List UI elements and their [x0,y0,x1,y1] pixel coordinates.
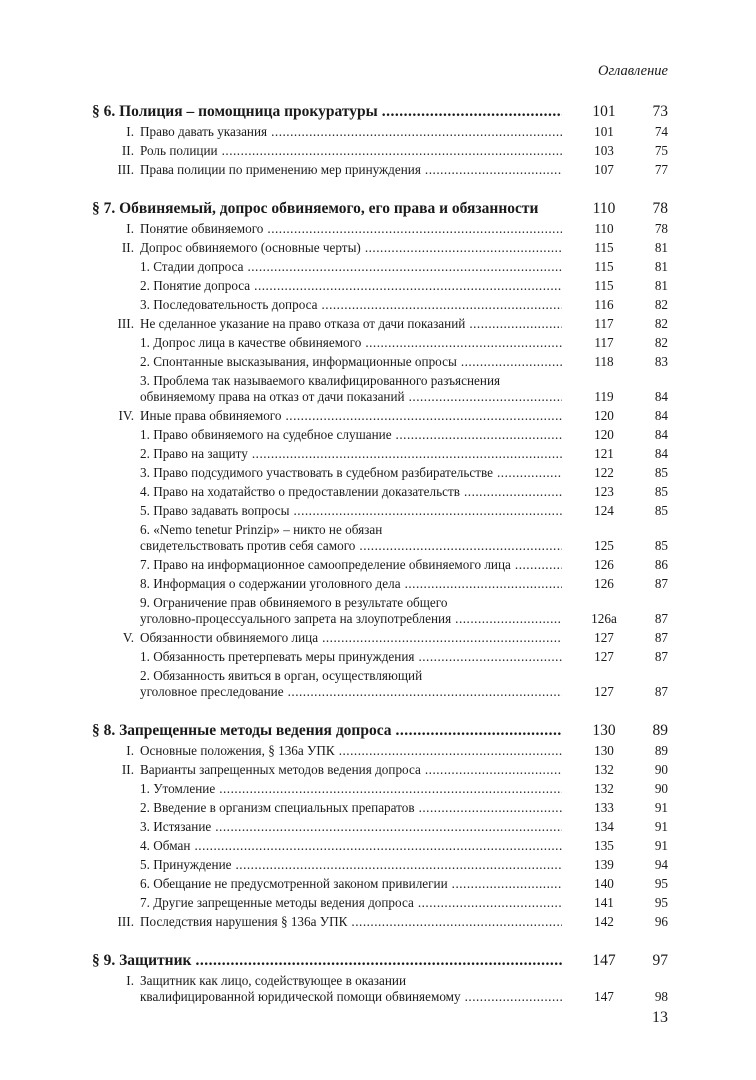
entry-title [92,914,562,930]
entry-number: IV. [118,408,134,423]
page-ref-original: 120 [594,408,614,423]
page-ref-translation: 85 [654,484,668,499]
entry-title [92,278,562,294]
entry-title-line: § 7. Обвиняемый, допрос обвиняемого, его права и обязанности [92,200,539,217]
page-ref-translation: 83 [654,354,668,369]
entry-title-line: свидетельствовать против себя самого ..... [140,538,562,554]
entry-number: V. [122,630,134,645]
entry-title [92,297,562,313]
toc-entry[interactable] [92,278,668,294]
entry-number: II. [121,762,134,777]
entry-title-line: 2. Спонтанные высказывания, информационные опросы ..... [140,354,562,370]
entry-title [92,630,562,646]
page-ref-original: 103 [594,143,614,158]
page-ref-translation: 85 [654,538,668,553]
dot-leader [293,503,562,519]
page-ref-translation: 84 [654,446,668,461]
entry-title [92,373,562,405]
dot-leader [359,538,562,554]
page-ref-original: 115 [594,278,614,293]
page-ref-original: 117 [594,316,614,331]
toc-entry[interactable] [92,316,668,332]
page-ref-original: 133 [594,800,614,815]
page-ref-original: 141 [594,895,614,910]
toc-entry[interactable] [92,649,668,665]
dot-leader [351,914,562,930]
page-ref-original: 127 [594,630,614,645]
entry-title-line: Последствия нарушения § 136а УПК ..... [140,914,562,930]
entry-title-line: 4. Право на ходатайство о предоставлении доказательств ..... [140,484,562,500]
page-ref-translation: 98 [654,989,668,1004]
entry-title-line: 2. Обязанность явиться в орган, осуществляющий [140,668,423,683]
toc-entry[interactable] [92,503,668,519]
entry-title [92,951,562,971]
dot-leader [455,611,562,627]
dot-leader [461,354,562,370]
page-ref-original: 135 [594,838,614,853]
entry-title-line: 7. Другие запрещенные методы ведения допроса ..... [140,895,562,911]
dot-leader [247,259,562,275]
toc-entry[interactable] [92,743,668,759]
entry-title-line: Понятие обвиняемого ..... [140,221,562,237]
entry-title [92,221,562,237]
toc-entry[interactable] [92,408,668,424]
running-head: Оглавление [598,63,668,79]
page-ref-translation: 90 [654,781,668,796]
dot-leader [322,630,562,646]
dot-leader [215,819,562,835]
toc-section-entry[interactable] [92,721,668,741]
entry-title [92,857,562,873]
page-ref-original: 132 [594,781,614,796]
entry-title [92,522,562,554]
entry-title [92,408,562,424]
page-ref-translation: 78 [652,200,668,217]
page-ref-translation: 94 [654,857,668,872]
page-ref-translation: 82 [654,297,668,312]
entry-title [92,124,562,140]
dot-leader [321,297,562,313]
dot-leader [382,102,562,122]
toc-entry[interactable] [92,895,668,911]
section-gap [92,933,668,951]
entry-title-line: Обязанности обвиняемого лица ..... [140,630,562,646]
toc-entry[interactable] [92,124,668,140]
entry-title [92,838,562,854]
page-ref-translation: 91 [654,838,668,853]
dot-leader [195,951,562,971]
page-ref-translation: 84 [654,389,668,404]
entry-title-line: Права полиции по применению мер принуждения ..... [140,162,562,178]
dot-leader [452,876,562,892]
entry-title [92,895,562,911]
page-ref-original: 118 [594,354,614,369]
dot-leader [267,221,562,237]
entry-title [92,762,562,778]
page-ref-original: 126а [591,611,617,626]
dot-leader [396,721,562,741]
toc-entry[interactable] [92,221,668,237]
entry-title [92,240,562,256]
toc-entry[interactable] [92,557,668,573]
dot-leader [515,557,562,573]
toc-entry[interactable] [92,484,668,500]
dot-leader [252,446,562,462]
entry-title-line: Иные права обвиняемого ..... [140,408,562,424]
toc-entry[interactable] [92,259,668,275]
dot-leader [418,895,562,911]
toc-entry[interactable] [92,838,668,854]
dot-leader [339,743,562,759]
page-ref-translation: 75 [654,143,668,158]
toc-entry[interactable] [92,800,668,816]
entry-number: I. [126,221,134,236]
dot-leader [271,124,562,140]
page-ref-original: 115 [594,240,614,255]
page-ref-translation: 97 [652,952,668,969]
dot-leader [497,465,562,481]
page-ref-original: 107 [594,162,614,177]
toc-entry[interactable] [92,973,668,1005]
entry-title-line: 3. Проблема так называемого квалифицированного разъяснения [140,373,501,388]
page-ref-translation: 87 [654,611,668,626]
entry-title [92,354,562,370]
toc-entry[interactable] [92,522,668,554]
dot-leader [396,427,562,443]
page-ref-translation: 84 [654,408,668,423]
dot-leader [365,240,562,256]
entry-number: I. [126,973,134,988]
toc-entry[interactable] [92,354,668,370]
page-ref-original: 127 [594,684,614,699]
page-ref-translation: 77 [654,162,668,177]
page-ref-translation: 91 [654,800,668,815]
dot-leader [285,408,562,424]
entry-title-line: 3. Истязание ..... [140,819,562,835]
entry-title-line: 8. Информация о содержании уголовного дела ..... [140,576,562,592]
entry-title-line: обвиняемому права на отказ от дачи показаний ..... [140,389,562,405]
section-gap [92,703,668,721]
page-ref-translation: 89 [652,722,668,739]
entry-title [92,162,562,178]
entry-number: III. [117,316,134,331]
page-ref-original: 116 [594,297,614,312]
page-ref-original: 124 [594,503,614,518]
entry-title [92,143,562,159]
dot-leader [418,649,562,665]
entry-title [92,259,562,275]
entry-title [92,595,562,627]
page-ref-original: 119 [594,389,614,404]
page-ref-translation: 90 [654,762,668,777]
entry-title-line: 6. «Nemo tenetur Prinzip» – никто не обязан [140,522,383,537]
dot-leader [365,335,562,351]
page-ref-original: 127 [594,649,614,664]
page-ref-original: 132 [594,762,614,777]
entry-title-line: 1. Стадии допроса ..... [140,259,562,275]
page-ref-original: 142 [594,914,614,929]
entry-title-line: Не сделанное указание на право отказа от дачи показаний ..... [140,316,562,332]
page-ref-original: 115 [594,259,614,274]
page-ref-original: 110 [594,221,614,236]
page-ref-original: 122 [594,465,614,480]
entry-title-line: 6. Обещание не предусмотренной законом привилегии ..... [140,876,562,892]
entry-title [92,316,562,332]
page-ref-original: 120 [594,427,614,442]
page-ref-translation: 82 [654,335,668,350]
entry-title-line: квалифицированной юридической помощи обвиняемому ..... [140,989,562,1005]
entry-title [92,800,562,816]
page-ref-original: 125 [594,538,614,553]
entry-title-line: 9. Ограничение прав обвиняемого в результате общего [140,595,448,610]
page-ref-translation: 81 [654,240,668,255]
entry-title-line: Право давать указания ..... [140,124,562,140]
page-ref-original: 126 [594,576,614,591]
page-ref-translation: 87 [654,576,668,591]
entry-title-line: 2. Введение в организм специальных препаратов ..... [140,800,562,816]
entry-title-line: Роль полиции ..... [140,143,562,159]
page-ref-translation: 87 [654,684,668,699]
entry-title [92,484,562,500]
entry-title [92,557,562,573]
entry-title [92,781,562,797]
dot-leader [288,684,562,700]
page-ref-original: 134 [594,819,614,834]
dot-leader [425,762,562,778]
toc-entry[interactable] [92,781,668,797]
dot-leader [425,162,562,178]
toc-entry[interactable] [92,335,668,351]
entry-title [92,199,562,219]
entry-title-line: 5. Право задавать вопросы ..... [140,503,562,519]
entry-number: III. [117,914,134,929]
page-ref-original: 121 [594,446,614,461]
page-ref-translation: 87 [654,630,668,645]
entry-title-line: § 8. Запрещенные методы ведения допроса ..... [92,721,562,741]
toc-entry[interactable] [92,446,668,462]
entry-title-line: Основные положения, § 136а УПК ..... [140,743,562,759]
page-ref-translation: 84 [654,427,668,442]
dot-leader [194,838,562,854]
page-ref-translation: 96 [654,914,668,929]
dot-leader [235,857,562,873]
toc-entry[interactable] [92,240,668,256]
page-ref-original: 147 [594,989,614,1004]
page-ref-translation: 78 [654,221,668,236]
toc-section-entry[interactable] [92,199,668,219]
entry-title [92,465,562,481]
entry-title-line: Допрос обвиняемого (основные черты) ..... [140,240,562,256]
entry-title [92,973,562,1005]
toc-entry[interactable] [92,373,668,405]
page-ref-translation: 86 [654,557,668,572]
page-ref-translation: 81 [654,259,668,274]
entry-title-line: 7. Право на информационное самоопределение обвиняемого лица ..... [140,557,562,573]
dot-leader [464,484,562,500]
entry-number: II. [121,143,134,158]
dot-leader [419,800,562,816]
toc-entry[interactable] [92,857,668,873]
entry-title [92,649,562,665]
entry-title-line: 3. Право подсудимого участвовать в судебном разбирательстве ..... [140,465,562,481]
entry-title [92,427,562,443]
entry-title-line: 1. Право обвиняемого на судебное слушание ..... [140,427,562,443]
toc-section-entry[interactable] [92,102,668,122]
entry-number: I. [126,743,134,758]
toc-entry[interactable] [92,427,668,443]
page-ref-original: 110 [592,200,616,217]
entry-title [92,668,562,700]
entry-title-line: 1. Допрос лица в качестве обвиняемого ..... [140,335,562,351]
entry-number: II. [121,240,134,255]
toc-entry[interactable] [92,819,668,835]
toc-entry[interactable] [92,576,668,592]
page-ref-original: 147 [592,952,616,969]
toc-entry[interactable] [92,630,668,646]
dot-leader [222,143,562,159]
entry-title [92,743,562,759]
entry-title-line: 4. Обман ..... [140,838,562,854]
section-gap [92,181,668,199]
page-ref-original: 130 [594,743,614,758]
page-ref-translation: 85 [654,503,668,518]
toc-section-entry[interactable] [92,951,668,971]
page-ref-original: 139 [594,857,614,872]
entry-title-line: 5. Принуждение ..... [140,857,562,873]
dot-leader [405,576,562,592]
page-ref-original: 130 [592,722,616,739]
toc-entry[interactable] [92,876,668,892]
toc-entry[interactable] [92,162,668,178]
entry-title [92,576,562,592]
entry-title-line: 1. Утомление ..... [140,781,562,797]
entry-title [92,446,562,462]
entry-title [92,876,562,892]
toc-entry[interactable] [92,668,668,700]
page-ref-translation: 74 [654,124,668,139]
dot-leader [254,278,562,294]
entry-title-line: 2. Понятие допроса ..... [140,278,562,294]
entry-title-line: § 9. Защитник ..... [92,951,562,971]
page-ref-translation: 73 [652,103,668,120]
page-ref-translation: 91 [654,819,668,834]
page-ref-translation: 85 [654,465,668,480]
entry-title [92,819,562,835]
entry-title-line: 2. Право на защиту ..... [140,446,562,462]
page-ref-original: 126 [594,557,614,572]
page-number: 13 [652,1009,668,1026]
page-ref-original: 140 [594,876,614,891]
entry-title [92,721,562,741]
page-ref-translation: 82 [654,316,668,331]
entry-title-line: уголовное преследование ..... [140,684,562,700]
entry-title-line: Защитник как лицо, содействующее в оказании [140,973,406,988]
page-ref-original: 123 [594,484,614,499]
table-of-contents [92,102,668,1008]
dot-leader [465,989,562,1005]
entry-title [92,335,562,351]
page-ref-translation: 81 [654,278,668,293]
toc-entry[interactable] [92,465,668,481]
toc-entry[interactable] [92,914,668,930]
toc-entry[interactable] [92,143,668,159]
page-ref-translation: 89 [654,743,668,758]
entry-title [92,503,562,519]
page-ref-translation: 95 [654,895,668,910]
dot-leader [219,781,562,797]
page-ref-original: 101 [594,124,614,139]
dot-leader [469,316,562,332]
toc-entry[interactable] [92,762,668,778]
entry-title [92,102,562,122]
entry-title-line: уголовно-процессуального запрета на злоупотребления ..... [140,611,562,627]
toc-entry[interactable] [92,595,668,627]
entry-number: III. [117,162,134,177]
page-ref-translation: 95 [654,876,668,891]
entry-title-line: § 6. Полиция – помощница прокуратуры ..... [92,102,562,122]
page-ref-translation: 87 [654,649,668,664]
entry-title-line: 3. Последовательность допроса ..... [140,297,562,313]
entry-title-line: Варианты запрещенных методов ведения допроса ..... [140,762,562,778]
page-ref-original: 117 [594,335,614,350]
page-ref-original: 101 [592,103,616,120]
dot-leader [409,389,562,405]
entry-number: I. [126,124,134,139]
entry-title-line: 1. Обязанность претерпевать меры принуждения ..... [140,649,562,665]
toc-entry[interactable] [92,297,668,313]
